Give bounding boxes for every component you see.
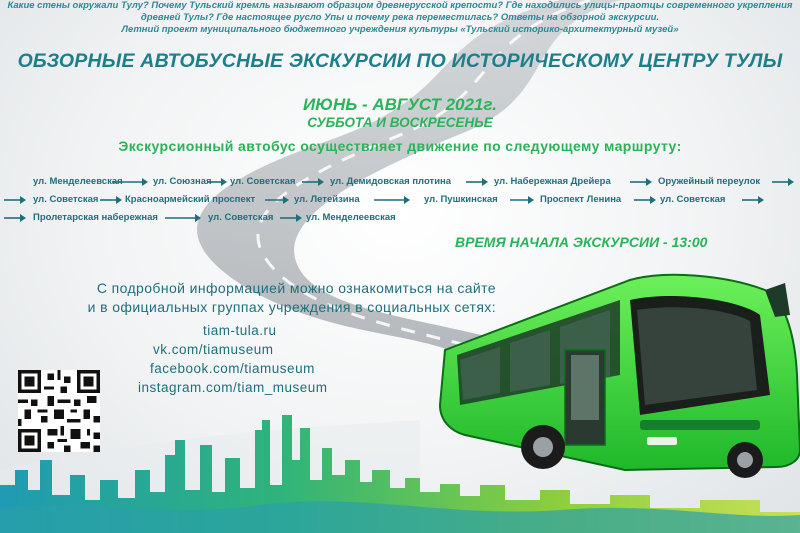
arrow-right-icon — [374, 195, 410, 205]
info-text — [0, 279, 496, 317]
website-link[interactable]: tiam-tula.ru — [203, 323, 277, 338]
arrow-right-icon — [112, 177, 148, 187]
route-stop: Проспект Ленина — [540, 194, 622, 205]
route-stop: Оружейный переулок — [658, 176, 761, 187]
route-stop: Красноармейский проспект — [125, 194, 256, 205]
route-stop: Пролетарская набережная — [33, 212, 158, 223]
intro-line: Какие стены окружали Тулу? Почему Тульский кремль называют образцом древнерусской крепости? Где находились улицы-праотцы современного укрепления — [7, 0, 793, 11]
arrow-right-icon — [466, 177, 488, 187]
route-stop: ул. Советская — [660, 194, 726, 205]
route-stop: ул. Советская — [230, 176, 296, 187]
bus-illustration — [425, 255, 800, 485]
arrow-right-icon — [630, 177, 652, 187]
route-heading: Экскурсионный автобус осуществляет движение по следующему маршруту: — [118, 138, 682, 154]
facebook-link[interactable]: facebook.com/tiamuseum — [150, 361, 315, 376]
arrow-right-icon — [207, 177, 227, 187]
arrow-right-icon — [100, 195, 122, 205]
arrow-right-icon — [265, 195, 289, 205]
arrow-right-icon — [280, 213, 302, 223]
route-stop: ул. Советская — [33, 194, 99, 205]
arrow-right-icon — [165, 213, 201, 223]
route-stop: ул. Менделеевская — [33, 176, 123, 187]
route-stop: ул. Пушкинская — [424, 194, 498, 205]
season-dates: ИЮНЬ - АВГУСТ 2021г. — [303, 95, 497, 114]
social-links — [138, 321, 328, 397]
route-stop: ул. Союзная — [153, 176, 212, 187]
instagram-link[interactable]: instagram.com/tiam_museum — [138, 380, 328, 395]
route-stop: ул. Набережная Дрейера — [494, 176, 611, 187]
arrow-right-icon — [772, 177, 794, 187]
vk-link[interactable]: vk.com/tiamuseum — [153, 342, 274, 357]
route-stop: ул. Летейзина — [294, 194, 360, 205]
arrow-right-icon — [742, 195, 764, 205]
arrow-right-icon — [634, 195, 656, 205]
page-title: ОБЗОРНЫЕ АВТОБУСНЫЕ ЭКСКУРСИИ ПО ИСТОРИЧЕСКОМУ ЦЕНТРУ ТУЛЫ — [17, 50, 783, 72]
info-line: С подробной информацией можно ознакомиться на сайте — [96, 280, 496, 296]
info-line: и в официальных группах учреждения в социальных сетях: — [87, 299, 496, 315]
route-stop: ул. Советская — [208, 212, 274, 223]
start-time: ВРЕМЯ НАЧАЛА ЭКСКУРСИИ - 13:00 — [455, 234, 708, 250]
arrow-right-icon — [4, 213, 26, 223]
intro-line: Летний проект муниципального бюджетного учреждения культуры «Тульский историко-архитектурный музей» — [121, 24, 679, 35]
route-stop: ул. Демидовская плотина — [330, 176, 452, 187]
route-stop: ул. Менделеевская — [306, 212, 396, 223]
arrow-right-icon — [302, 177, 324, 187]
arrow-right-icon — [4, 195, 26, 205]
excursion-days: СУББОТА И ВОСКРЕСЕНЬЕ — [307, 115, 493, 130]
arrow-right-icon — [510, 195, 534, 205]
intro-text — [0, 0, 800, 36]
intro-line: древней Тулы? Где настоящее русло Упы и почему река переместилась? Ответы на обзорной экскурсии. — [140, 12, 660, 23]
